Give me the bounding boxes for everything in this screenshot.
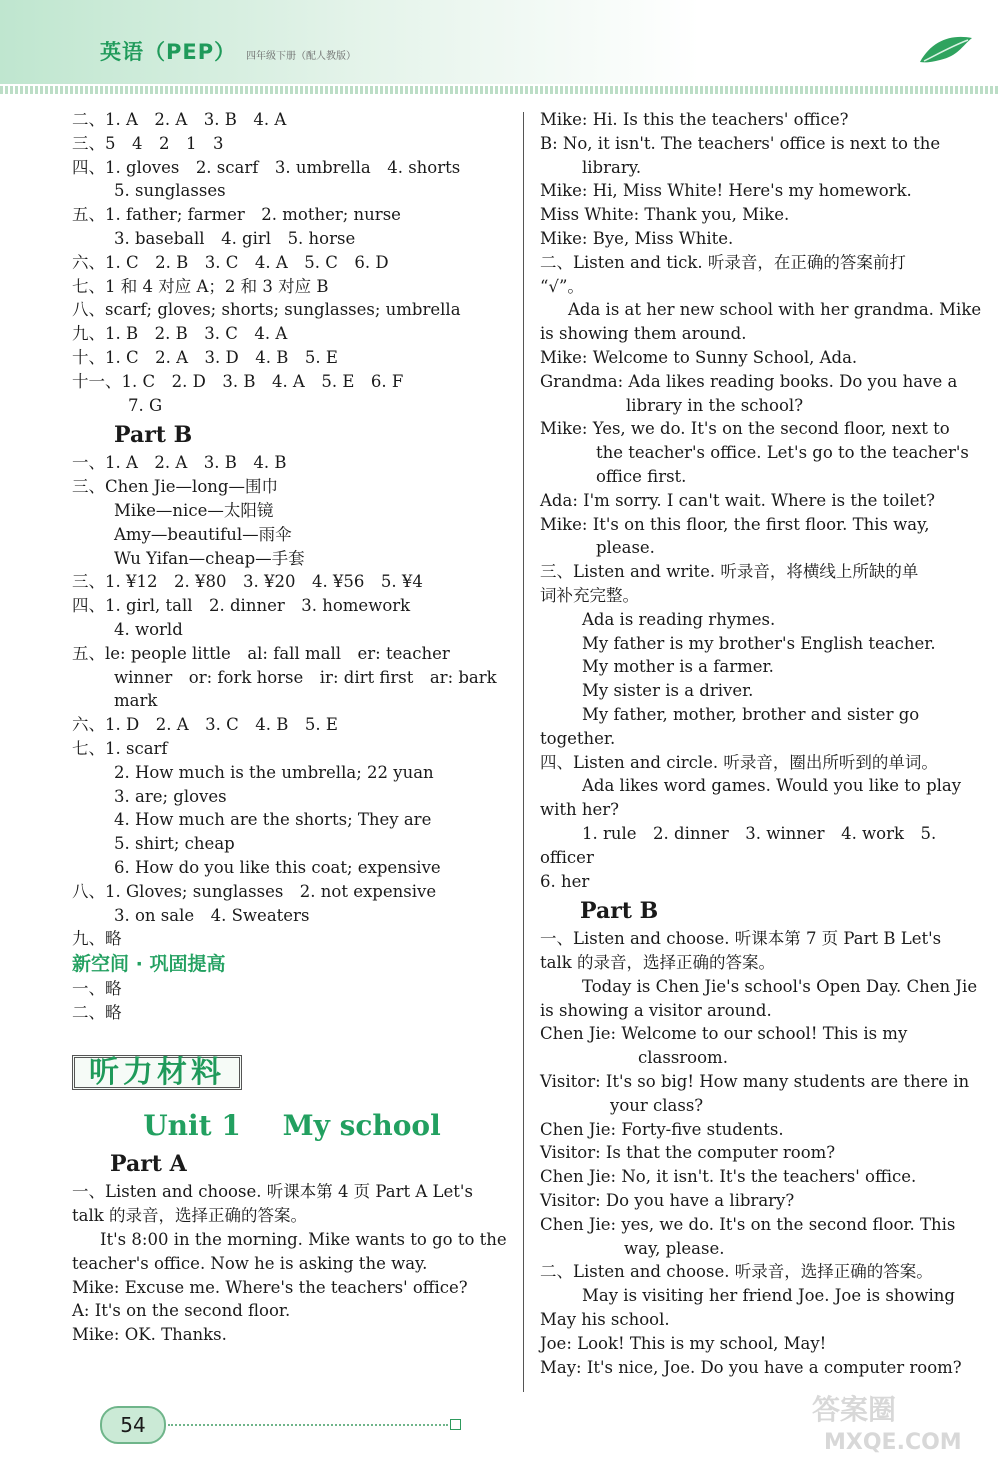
listening-line: officer bbox=[540, 847, 594, 867]
answer-line: 五、le: people little al: fall mall er: teacher bbox=[72, 643, 450, 663]
listening-line: way, please. bbox=[624, 1238, 725, 1258]
listening-line: Mike: Bye, Miss White. bbox=[540, 228, 734, 248]
listening-line: talk 的录音，选择正确的答案。 bbox=[72, 1206, 307, 1226]
answer-line: 七、1 和 4 对应 A；2 和 3 对应 B bbox=[72, 276, 329, 296]
answer-line: 八、scarf; gloves; shorts; sunglasses; umbrella bbox=[72, 300, 461, 320]
answer-line: 5. shirt; cheap bbox=[114, 834, 235, 854]
answer-line: 5. sunglasses bbox=[114, 181, 226, 201]
book-title: 英语（PEP） bbox=[100, 40, 237, 64]
listening-line: 四、Listen and circle. 听录音，圈出所听到的单词。 bbox=[540, 752, 938, 772]
listening-line: please. bbox=[596, 538, 655, 558]
answer-line: 六、1. C 2. B 3. C 4. A 5. C 6. D bbox=[72, 252, 389, 272]
answer-line: 3. are; gloves bbox=[114, 786, 227, 806]
end-square-icon bbox=[450, 1419, 461, 1430]
watermark: 答案圈 bbox=[812, 1393, 897, 1426]
part-a-heading: Part A bbox=[110, 1151, 187, 1178]
listening-line: is showing them around. bbox=[540, 324, 747, 344]
answer-line: 2. How much is the umbrella; 22 yuan bbox=[114, 762, 434, 782]
listening-line: Ada: I'm sorry. I can't wait. Where is the toilet? bbox=[540, 490, 935, 510]
part-b-heading: Part B bbox=[114, 422, 193, 449]
page-number: 54 bbox=[100, 1406, 166, 1444]
answer-line: Mike—nice—太阳镜 bbox=[114, 500, 274, 520]
listening-line: Mike: Welcome to Sunny School, Ada. bbox=[540, 347, 858, 367]
listening-line: My father, mother, brother and sister go bbox=[582, 704, 920, 724]
listening-line: office first. bbox=[596, 466, 687, 486]
unit-name: My school bbox=[282, 1109, 441, 1143]
listening-line: 一、Listen and choose. 听课本第 7 页 Part B Let's bbox=[540, 929, 942, 949]
answer-line: 五、1. father; farmer 2. mother; nurse bbox=[72, 205, 401, 225]
listening-line: 二、Listen and tick. 听录音，在正确的答案前打 bbox=[540, 252, 906, 272]
listening-line: B: No, it isn't. The teachers' office is next to the bbox=[540, 133, 941, 153]
listening-line: My father is my brother's English teacher. bbox=[582, 633, 936, 653]
listening-line: Chen Jie: yes, we do. It's on the second floor. This bbox=[540, 1214, 956, 1234]
answer-line: 三、Chen Jie—long—围巾 bbox=[72, 477, 278, 497]
answer-line: 4. world bbox=[114, 619, 183, 639]
listening-line: is showing a visitor around. bbox=[540, 1000, 772, 1020]
listening-line: Ada is reading rhymes. bbox=[582, 609, 776, 629]
listening-line: Mike: It's on this floor, the first floor. This way, bbox=[540, 514, 930, 534]
listening-line: the teacher's office. Let's go to the teacher's bbox=[596, 443, 969, 463]
listening-line: 一、Listen and choose. 听课本第 4 页 Part A Let's bbox=[72, 1182, 473, 1202]
listening-line: 1. rule 2. dinner 3. winner 4. work 5. bbox=[582, 823, 937, 843]
answer-line: Wu Yifan—cheap—手套 bbox=[114, 548, 305, 568]
answer-line: 十、1. C 2. A 3. D 4. B 5. E bbox=[72, 347, 338, 367]
listening-line: 三、Listen and write. 听录音，将横线上所缺的单 bbox=[540, 562, 919, 582]
listening-line: 词补充完整。 bbox=[540, 585, 639, 605]
listening-line: Mike: Hi, Miss White! Here's my homework. bbox=[540, 181, 912, 201]
answer-line: mark bbox=[114, 691, 158, 711]
answer-line: 八、1. Gloves; sunglasses 2. not expensive bbox=[72, 881, 437, 901]
listening-line: talk 的录音，选择正确的答案。 bbox=[540, 953, 775, 973]
listening-line: together. bbox=[540, 728, 616, 748]
listening-line: Mike: Hi. Is this the teachers' office? bbox=[540, 110, 849, 129]
header-stripe bbox=[0, 86, 1000, 94]
listening-line: It's 8:00 in the morning. Mike wants to go to the bbox=[100, 1230, 507, 1250]
answer-line: winner or: fork horse ir: dirt first ar: bark bbox=[114, 667, 497, 687]
answer-line: 7. G bbox=[128, 395, 163, 415]
section-heading: 新空间 · 巩固提高 bbox=[72, 953, 226, 976]
listening-line: your class? bbox=[610, 1095, 704, 1115]
listening-line: My sister is a driver. bbox=[582, 681, 754, 701]
answer-line: 三、1. ¥12 2. ¥80 3. ¥20 4. ¥56 5. ¥4 bbox=[72, 572, 423, 592]
listening-line: My mother is a farmer. bbox=[582, 657, 774, 677]
listening-line: with her? bbox=[540, 800, 620, 820]
answer-line: 3. on sale 4. Sweaters bbox=[114, 905, 310, 925]
listening-material-title: 听力材料 bbox=[72, 1055, 242, 1091]
answer-line: 6. How do you like this coat; expensive bbox=[114, 857, 441, 877]
listening-line: Mike: Excuse me. Where's the teachers' office? bbox=[72, 1277, 468, 1297]
book-subtitle: 四年级下册（配人教版） bbox=[246, 51, 356, 62]
listening-line: Today is Chen Jie's school's Open Day. Chen Jie bbox=[582, 976, 978, 996]
part-b-heading: Part B bbox=[580, 898, 659, 925]
footer-dotted-line bbox=[168, 1424, 448, 1426]
left-column bbox=[72, 108, 512, 1347]
listening-line: A: It's on the second floor. bbox=[72, 1301, 291, 1321]
answer-line: 九、1. B 2. B 3. C 4. A bbox=[72, 324, 288, 344]
answer-line: 一、略 bbox=[72, 979, 122, 999]
answer-line: 二、略 bbox=[72, 1002, 122, 1022]
listening-line: Visitor: Is that the computer room? bbox=[540, 1143, 836, 1163]
listening-line: Ada is at her new school with her grandma. Mike bbox=[568, 300, 982, 320]
column-divider bbox=[523, 112, 524, 1392]
listening-line: library in the school? bbox=[626, 395, 804, 415]
listening-line: Mike: Yes, we do. It's on the second floor, next to bbox=[540, 419, 950, 439]
listening-line: Visitor: It's so big! How many students are there in bbox=[540, 1072, 970, 1092]
answer-line: 四、1. gloves 2. scarf 3. umbrella 4. shorts bbox=[72, 157, 461, 177]
answer-line: 3. baseball 4. girl 5. horse bbox=[114, 228, 356, 248]
listening-line: teacher's office. Now he is asking the way. bbox=[72, 1253, 428, 1273]
leaf-icon bbox=[918, 32, 974, 66]
answer-line: Amy—beautiful—雨伞 bbox=[114, 524, 292, 544]
answer-line: 七、1. scarf bbox=[72, 738, 168, 758]
watermark-url: MXQE.COM bbox=[824, 1430, 962, 1455]
listening-line: Chen Jie: Welcome to our school! This is my bbox=[540, 1024, 908, 1044]
listening-line: May is visiting her friend Joe. Joe is showing bbox=[582, 1286, 955, 1306]
listening-line: Chen Jie: No, it isn't. It's the teachers' office. bbox=[540, 1167, 917, 1187]
listening-line: Chen Jie: Forty-five students. bbox=[540, 1119, 784, 1139]
unit-title bbox=[72, 1106, 512, 1146]
listening-line: 6. her bbox=[540, 871, 590, 891]
listening-line: May: It's nice, Joe. Do you have a computer room? bbox=[540, 1357, 962, 1377]
listening-line: Grandma: Ada likes reading books. Do you have a bbox=[540, 371, 958, 391]
listening-line: Visitor: Do you have a library? bbox=[540, 1191, 795, 1211]
listening-line: Joe: Look! This is my school, May! bbox=[540, 1333, 827, 1353]
answer-line: 三、5 4 2 1 3 bbox=[72, 133, 224, 153]
answer-line: 二、1. A 2. A 3. B 4. A bbox=[72, 110, 287, 129]
listening-line: May his school. bbox=[540, 1310, 670, 1330]
answer-line: 九、略 bbox=[72, 929, 122, 949]
listening-line: “√”。 bbox=[540, 276, 584, 296]
answer-line: 一、1. A 2. A 3. B 4. B bbox=[72, 453, 287, 473]
listening-line: library. bbox=[582, 157, 642, 177]
answer-line: 四、1. girl, tall 2. dinner 3. homework bbox=[72, 596, 411, 616]
listening-line: Ada likes word games. Would you like to play bbox=[582, 776, 962, 796]
answer-line: 4. How much are the shorts; They are bbox=[114, 810, 432, 830]
listening-line: 二、Listen and choose. 听录音，选择正确的答案。 bbox=[540, 1262, 933, 1282]
right-column bbox=[540, 108, 982, 1379]
answer-line: 六、1. D 2. A 3. C 4. B 5. E bbox=[72, 715, 338, 735]
listening-line: Miss White: Thank you, Mike. bbox=[540, 205, 790, 225]
answer-line: 十一、1. C 2. D 3. B 4. A 5. E 6. F bbox=[72, 371, 404, 391]
listening-line: classroom. bbox=[638, 1048, 728, 1068]
unit-number: Unit 1 bbox=[143, 1109, 241, 1143]
listening-line: Mike: OK. Thanks. bbox=[72, 1325, 227, 1345]
